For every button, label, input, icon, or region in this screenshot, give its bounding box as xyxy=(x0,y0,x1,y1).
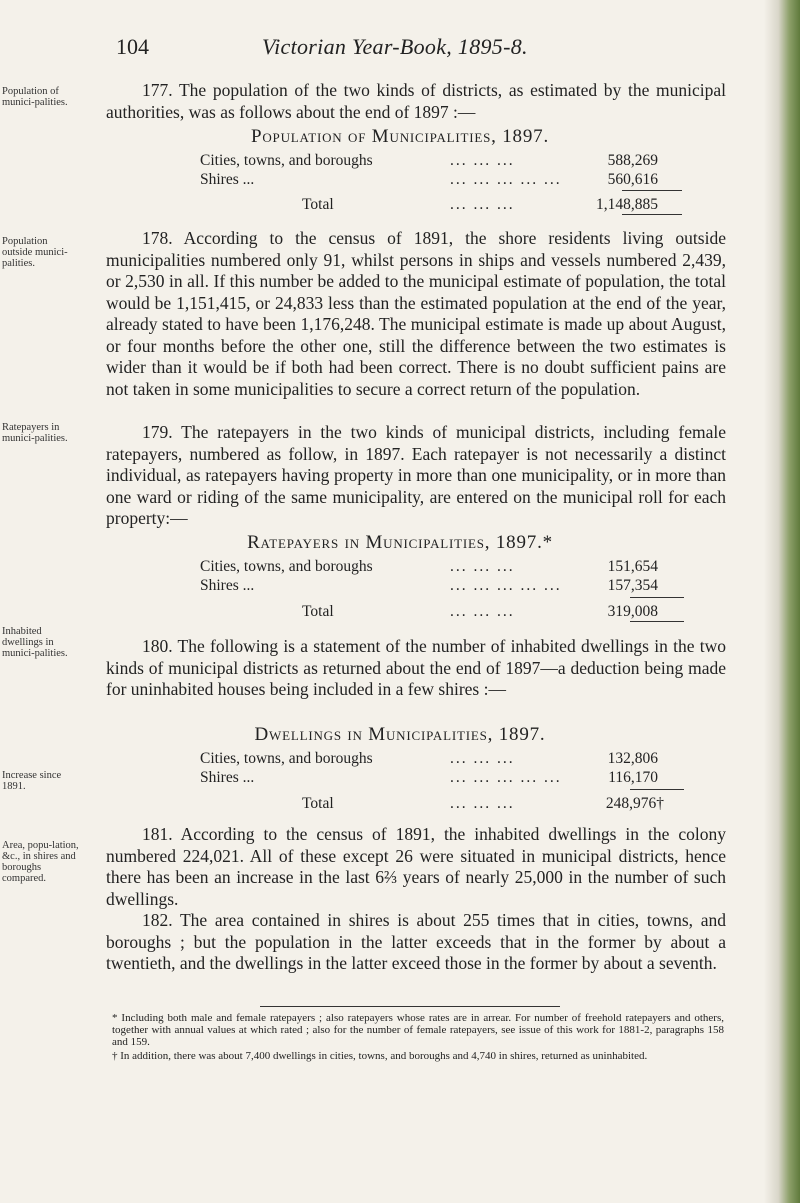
row-value: 116,170 xyxy=(608,769,658,786)
ratepayers-rule-bottom xyxy=(630,621,684,622)
margin-note-population-outside: Population outside munici-palities. xyxy=(2,236,68,269)
footnote-rule xyxy=(260,1006,560,1007)
ratepayers-row-shires xyxy=(200,577,700,595)
page-header xyxy=(0,34,800,64)
row-leader: ... ... ... ... ... xyxy=(450,171,562,188)
page-edge-binding xyxy=(764,0,800,1203)
row-label: Shires ... xyxy=(200,769,255,786)
row-value: 157,354 xyxy=(607,577,658,594)
running-title: Victorian Year-Book, 1895-8. xyxy=(262,34,528,59)
row-label: Shires ... xyxy=(200,577,255,594)
page-number: 104 xyxy=(116,34,149,59)
row-leader: ... ... ... xyxy=(450,196,515,213)
dwellings-row-total xyxy=(200,795,700,813)
row-label: Cities, towns, and boroughs xyxy=(200,152,373,169)
row-leader: ... ... ... xyxy=(450,750,515,767)
row-value: 151,654 xyxy=(607,558,658,575)
row-value: 588,269 xyxy=(607,152,658,169)
row-leader: ... ... ... xyxy=(450,558,515,575)
margin-note-ratepayers: Ratepayers in munici-palities. xyxy=(2,422,68,444)
population-row-shires xyxy=(200,171,700,189)
margin-note-dwellings: Inhabited dwellings in munici-palities. xyxy=(2,626,68,659)
footnote-ratepayers: * Including both male and female ratepayers ; also ratepayers whose rates are in arrear. For number of freehold ratepayers and others, together with annual values at which rated ; also for the number of female ratepayers, see issue of this work for 1881-2, paragraphs 158 and 159. xyxy=(112,1012,724,1048)
dwellings-rule-top xyxy=(630,789,684,790)
row-label: Shires ... xyxy=(200,171,255,188)
dwellings-row-shires xyxy=(200,769,700,787)
paragraph-182: 182. The area contained in shires is about 255 times that in cities, towns, and boroughs ; but the population in the latter exceeds that in the former by about a twentieth, and the dwellings in the latter exceed those in the former by about a seventh. xyxy=(106,910,726,973)
ratepayers-row-total xyxy=(200,603,700,621)
row-leader: ... ... ... ... ... xyxy=(450,577,562,594)
paragraph-177: 177. The population of the two kinds of districts, as estimated by the municipal authorities, was as follows about the end of 1897 :— xyxy=(106,80,726,122)
row-label: Cities, towns, and boroughs xyxy=(200,558,373,575)
paragraph-180: 180. The following is a statement of the number of inhabited dwellings in the two kinds of municipal districts as returned about the end of 1897—a deduction being made for uninhabited houses being included in a few shires :— xyxy=(106,636,726,699)
population-table-title: Population of Municipalities, 1897. xyxy=(250,126,549,147)
margin-note-area-compared: Area, popu-lation, &c., in shires and boroughs compared. xyxy=(2,840,79,884)
ratepayers-rule-top xyxy=(630,597,684,598)
population-row-total xyxy=(200,196,700,214)
ratepayers-table-title: Ratepayers in Municipalities, 1897.* xyxy=(247,532,553,553)
row-leader: ... ... ... xyxy=(450,603,515,620)
population-rule-top xyxy=(622,190,682,191)
total-value: 248,976† xyxy=(605,795,664,812)
margin-note-increase: Increase since 1891. xyxy=(2,770,62,792)
row-value: 560,616 xyxy=(607,171,658,188)
paragraph-178: 178. According to the census of 1891, the shore residents living outside municipalities numbered only 91, whilst persons in ships and vessels numbered 2,439, or 2,530 in all. If this number be added to the municipal estimate of population, the total would be 1,151,415, or 24,833 less than the estimated population at the end of the year, already stated to have been 1,176,248. The municipal estimate is made up about August, or four months before the other one, still the difference between the two estimates is wider than it would be if both had been correct. There is no doubt sufficient pains are not taken in some municipalities to secure a correct return of the population. xyxy=(106,228,726,399)
row-leader: ... ... ... xyxy=(450,152,515,169)
total-label: Total xyxy=(302,196,334,213)
total-label: Total xyxy=(302,603,334,620)
margin-note-population: Population of munici-palities. xyxy=(2,86,68,108)
row-value: 132,806 xyxy=(607,750,658,767)
paragraph-181: 181. According to the census of 1891, the inhabited dwellings in the colony numbered 224,021. All of these except 26 were situated in municipal districts, hence there has been an increase in the last 6⅔ years of nearly 25,000 in the number of such dwellings. xyxy=(106,824,726,909)
row-leader: ... ... ... xyxy=(450,795,515,812)
total-label: Total xyxy=(302,795,334,812)
ratepayers-row-cities xyxy=(200,558,700,576)
dwellings-row-cities xyxy=(200,750,700,768)
row-label: Cities, towns, and boroughs xyxy=(200,750,373,767)
population-row-cities xyxy=(200,152,700,170)
total-value: 319,008 xyxy=(607,603,658,620)
footnote-dwellings: † In addition, there was about 7,400 dwellings in cities, towns, and boroughs and 4,740 in shires, returned as uninhabited. xyxy=(112,1050,648,1062)
paragraph-179: 179. The ratepayers in the two kinds of municipal districts, including female ratepayers, numbered as follow, in 1897. Each ratepayer is not necessarily a distinct individual, as ratepayers having property in more than one municipality, or in more than one ward or riding of the same municipality, are entered on the municipal roll for each property:— xyxy=(106,422,726,528)
total-value: 1,148,885 xyxy=(596,196,658,213)
dwellings-table-title: Dwellings in Municipalities, 1897. xyxy=(254,724,546,745)
population-rule-bottom xyxy=(622,214,682,215)
row-leader: ... ... ... ... ... xyxy=(450,769,562,786)
